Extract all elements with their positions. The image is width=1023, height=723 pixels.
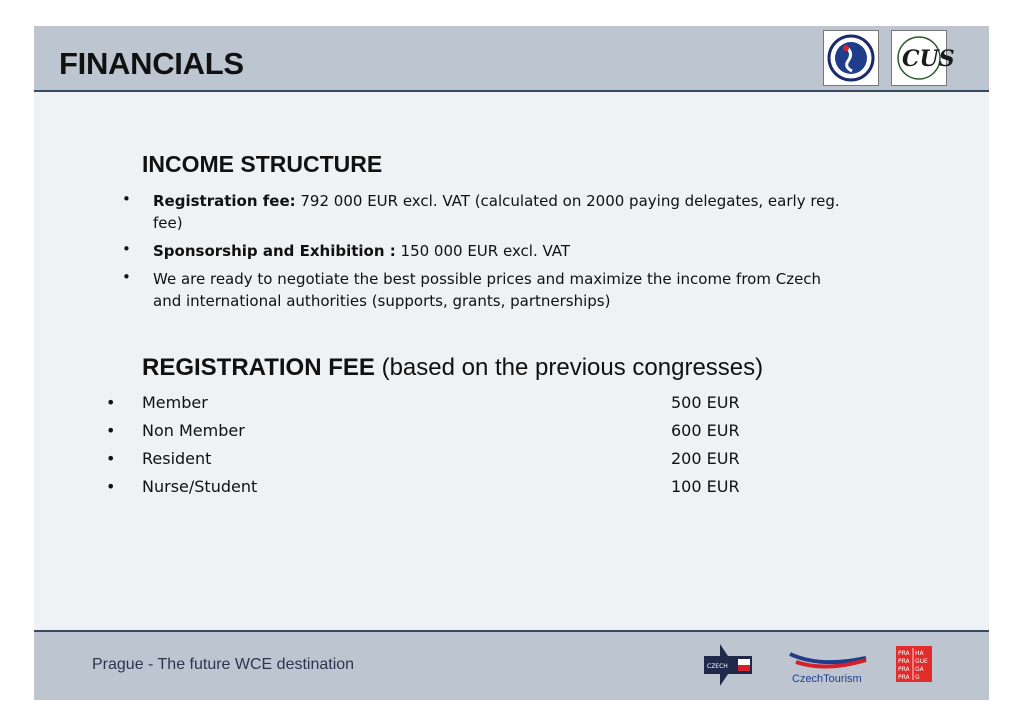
table-row: • Non Member 600 EUR [106, 421, 740, 440]
slide: FINANCIALS CUS INCOME STRUCTURE • Registration fee: 792 000 EUR excl. VAT (calculated on 2000 paying delegates, early reg. fee) • Sponsorship and Exhibition : 150 000 EUR excl. VAT • We are ready to negotiate the best possible prices and maximize the income from Czech and international authorities (supports, grants, partnerships) REGISTRATION FEE (based on the previous congresses) • Member 500 EUR • Non Member 600 EUR • Resident 200 EUR • Nurse/Student 100 EUR Prague - The future WCE destination CZECH CzechTourism PRA HA PRA GUE PRA GA PRA G [34, 26, 989, 698]
table-row: • Resident 200 EUR [106, 449, 740, 468]
czechtourism-logo [786, 644, 868, 688]
registration-heading: REGISTRATION FEE (based on the previous congresses) [142, 354, 764, 381]
bullet-icon: • [122, 190, 131, 208]
header-bar [34, 26, 989, 92]
bullet-icon: • [106, 393, 116, 412]
svg-text:CZECH: CZECH [707, 663, 728, 670]
bullet-icon: • [122, 240, 131, 258]
praha-logo [896, 646, 932, 682]
svg-text:GUE: GUE [915, 658, 928, 665]
page-title: FINANCIALS [59, 46, 244, 81]
footer-tagline: Prague - The future WCE destination [92, 656, 355, 673]
bullet-icon: • [106, 421, 116, 440]
svg-text:PRA: PRA [898, 658, 910, 665]
bullet-icon: • [106, 477, 116, 496]
cus-logo [891, 30, 955, 86]
bullet-icon: • [106, 449, 116, 468]
society-logo [823, 30, 879, 86]
czech-logo [702, 642, 754, 688]
svg-text:PRA: PRA [898, 666, 910, 673]
svg-text:G: G [915, 674, 920, 681]
svg-text:PRA: PRA [898, 650, 910, 657]
svg-text:GA: GA [915, 666, 924, 673]
svg-text:CzechTourism: CzechTourism [792, 673, 862, 685]
footer-bar [34, 630, 989, 700]
table-row: • Nurse/Student 100 EUR [106, 477, 740, 496]
bullet-icon: • [122, 268, 131, 286]
svg-text:HA: HA [915, 650, 924, 657]
income-heading: INCOME STRUCTURE [142, 151, 383, 177]
svg-text:CUS: CUS [902, 46, 955, 72]
svg-text:PRA: PRA [898, 674, 910, 681]
table-row: • Member 500 EUR [106, 393, 740, 412]
